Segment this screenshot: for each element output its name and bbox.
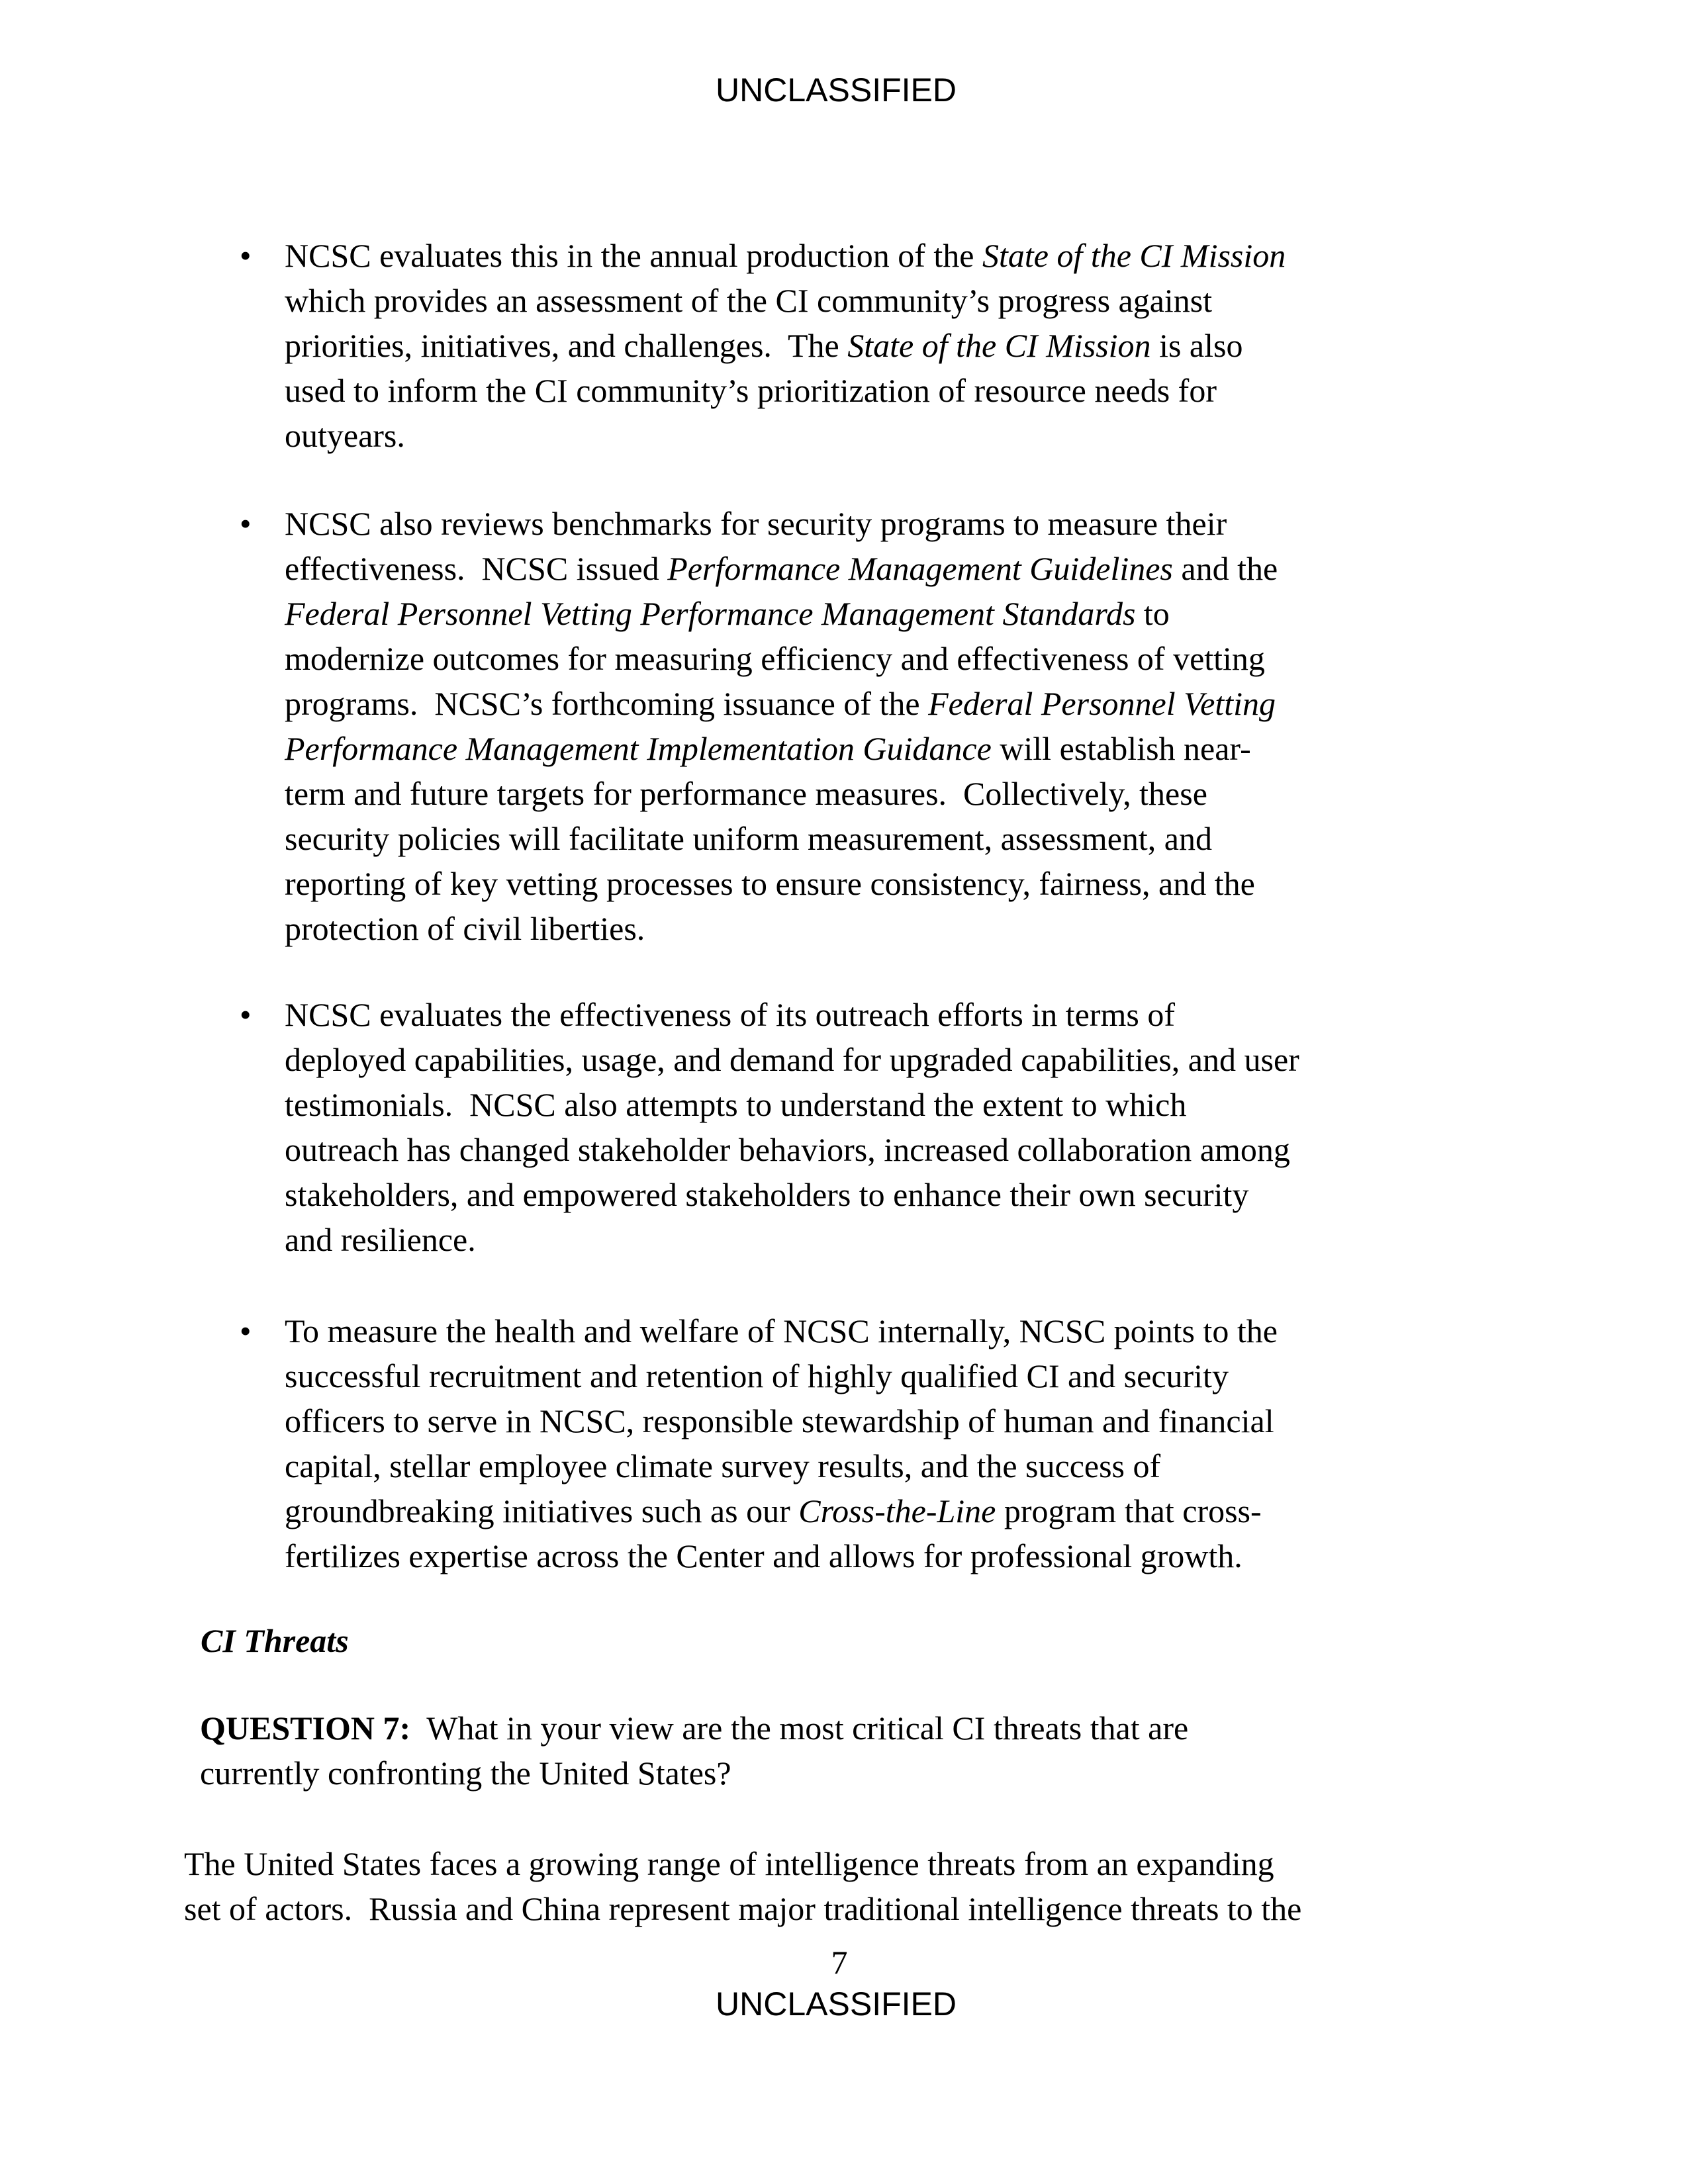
- bullet-item: [240, 233, 1286, 458]
- bullet-icon: •: [240, 996, 252, 1033]
- page-number: 7: [831, 1944, 848, 1981]
- bullet-icon: •: [240, 1312, 252, 1349]
- question-paragraph: QUESTION 7: What in your view are the most critical CI threats that are currently confronting the United States?: [200, 1709, 1189, 1792]
- bullet-item: [240, 992, 1299, 1262]
- section-heading: CI Threats: [201, 1622, 349, 1659]
- bullet-icon: •: [240, 505, 252, 542]
- bullet-item: [240, 1308, 1278, 1578]
- bullet-text: NCSC evaluates the effectiveness of its outreach efforts in terms of deployed capabilities, usage, and demand for upgraded capabilities, and user testimonials. NCSC also attempts to understand the extent to which outreach has changed stakeholder behaviors, increased collaboration among stakeholders, and empowered stakeholders to enhance their own security and resilience.: [285, 996, 1299, 1258]
- bullet-text: NCSC also reviews benchmarks for security programs to measure their effectiveness. NCSC issued Performance Management Guidelines and the Federal Personnel Vetting Performance Management Standards to modernize outcomes for measuring efficiency and effectiveness of vetting programs. NCSC’s forthcoming issuance of the Federal Personnel Vetting Performance Management Implementation Guidance will establish near- term and future targets for performance measures. Collectively, these security policies will facilitate uniform measurement, assessment, and reporting of key vetting processes to ensure consistency, fairness, and the protection of civil liberties.: [285, 505, 1278, 947]
- bullet-text: NCSC evaluates this in the annual production of the State of the CI Mission which provides an assessment of the CI community’s progress against priorities, initiatives, and challenges. The State of the CI Mission is also used to inform the CI community’s prioritization of resource needs for outyears.: [285, 237, 1286, 454]
- classification-footer: UNCLASSIFIED: [716, 1985, 957, 2023]
- body-paragraph: The United States faces a growing range of intelligence threats from an expanding set of actors. Russia and China represent major traditional intelligence threats to the: [184, 1845, 1302, 1927]
- classification-header: UNCLASSIFIED: [716, 71, 957, 109]
- bullet-item: [240, 501, 1278, 951]
- bullet-text: To measure the health and welfare of NCSC internally, NCSC points to the successful recruitment and retention of highly qualified CI and security officers to serve in NCSC, responsible stewardship of human and financial capital, stellar employee climate survey results, and the success of groundbreaking initiatives such as our Cross-the-Line program that cross- fertilizes expertise across the Center and allows for professional growth.: [285, 1312, 1278, 1574]
- bullet-icon: •: [240, 237, 252, 274]
